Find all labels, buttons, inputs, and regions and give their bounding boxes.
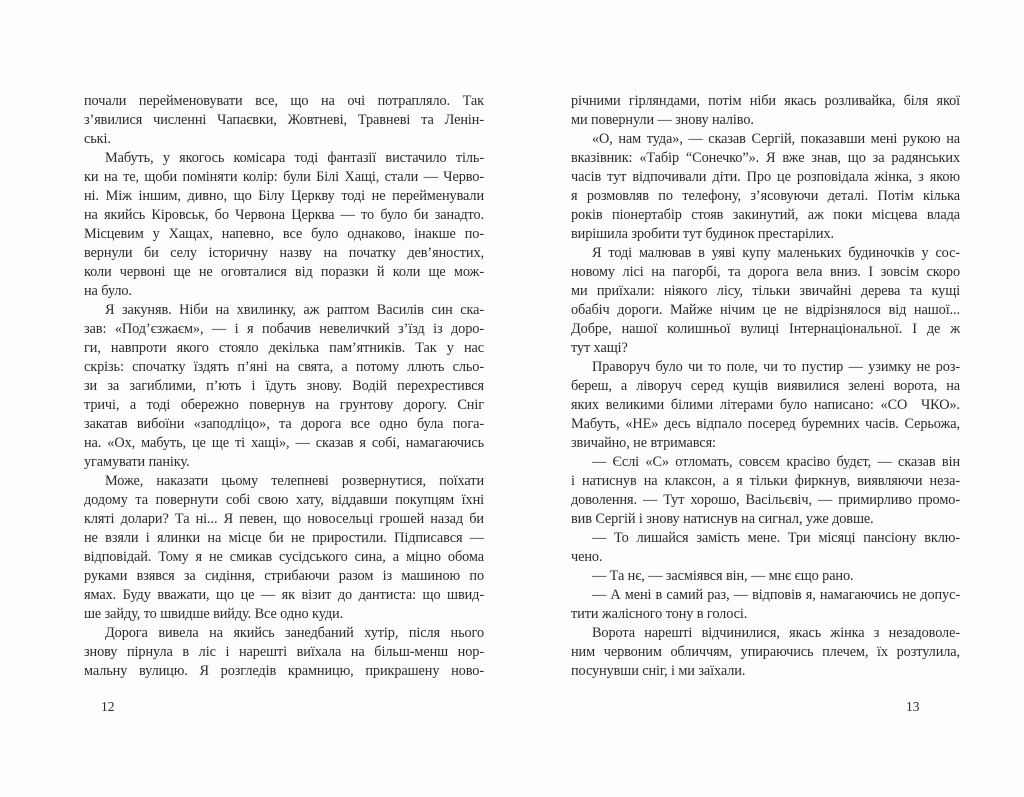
text-line: Праворуч було чи то поле, чи то пустир — узимку не роз- [592, 359, 960, 375]
text-line: ше зайду, то швидше вийду. Все одно куди. [84, 606, 344, 622]
text-line: ямах. Буду вважати, що це — як візит до дантиста: що швид- [84, 587, 484, 603]
text-line: тут хащі? [571, 340, 628, 356]
text-line: ні. Між іншим, дивно, що Білу Церкву тоді не перейменували [84, 188, 484, 204]
text-line: почали перейменовувати все, що на очі потрапляло. Так [84, 93, 484, 109]
page-left-text-block [84, 92, 484, 681]
text-line: — То лишайся замість мене. Три місяці пансіону вклю- [592, 530, 960, 546]
text-line: ки на те, щоби поміняти колір: були Білі Хащі, стали — Черво- [84, 169, 484, 185]
text-line: на якийсь Кіровськ, бо Червона Церква — то було би занадто. [84, 207, 484, 223]
text-line: мальну вулицю. Я розгледів крамницю, прикрашену ново- [84, 663, 484, 679]
page-right-text-block [571, 92, 960, 681]
text-line: ги, навпроти якого стояло декілька пам’ятників. Так у нас [84, 340, 484, 356]
text-line: «О, нам туда», — сказав Сергій, показавши мені рукою на [592, 131, 960, 147]
text-line: не взяли і ялинки на місце би не приростили. Підписався — [84, 530, 484, 546]
text-line: закатав вибоїни «заподліцо», та дорога все одно була пога- [84, 416, 484, 432]
text-line: кляті долари? Та ні... Я певен, що новосельці грошей назад би [84, 511, 484, 527]
text-line: тричі, а тоді обережно повернув на грунтову дорогу. Сніг [84, 397, 484, 413]
text-line: ми повернули — знову наліво. [571, 112, 754, 128]
text-line: вказівник: «Табір “Сонечко”». Я вже знав, що за радянських [571, 150, 960, 166]
text-line: ські. [84, 131, 111, 147]
text-line: Ворота нарешті відчинилися, якась жінка з незадоволе- [592, 625, 960, 641]
text-line: ним червоним обличчям, упираючись плечем, їх розтулила, [571, 644, 960, 660]
text-line: часів тут відпочивали діти. Про це розповідала жінка, з якою [571, 169, 960, 185]
text-line: вирішила зробити тут будинок престарілих. [571, 226, 834, 242]
text-line: Може, наказати цьому телепневі розвернутися, поїхати [105, 473, 484, 489]
text-line: угамувати паніку. [84, 454, 190, 470]
text-line: береш, а ліворуч серед кущів виявилися зелені ворота, на [571, 378, 960, 394]
text-line: — Та нє, — засміявся він, — мнє єщо рано. [592, 568, 854, 584]
text-line: я розмовляв по телефону, з’ясовуючи деталі. Потім кілька [571, 188, 960, 204]
page-number-left: 12 [101, 699, 115, 714]
text-line: посунувши сніг, і ми заїхали. [571, 663, 746, 679]
text-line: — Єслі «С» отломать, совсєм красіво будєт, — сказав він [592, 454, 960, 470]
text-line: на було. [84, 283, 132, 299]
text-line: вив Сергій і знову натиснув на сигнал, уже довше. [571, 511, 874, 527]
text-line: з’явилися численні Чапаєвки, Жовтневі, Травневі та Ленін- [84, 112, 484, 128]
text-line: Мабуть, у якогось комісара тоді фантазії вистачило тіль- [105, 150, 484, 166]
text-line: коли червоні ще не оговталися від поразки й коли ще мож- [84, 264, 484, 280]
text-line: звичайно, не втримався: [571, 435, 716, 451]
text-line: Дорога вивела на якийсь занедбаний хутір, після нього [105, 625, 484, 641]
text-line: Я тоді малював в уяві купу маленьких будиночків у сос- [592, 245, 960, 261]
text-line: на. «Ох, мабуть, це ще ті хащі», — сказав я собі, намагаючись [84, 435, 484, 451]
text-line: Добре, нашої колишньої вулиці Інтернаціональної. І де ж [571, 321, 960, 337]
text-line: Мабуть, «НЕ» десь відпало посеред буремних часів. Серьожа, [571, 416, 960, 432]
text-line: скрізь: спочатку їздять п’яні на свята, а потому ллють сльо- [84, 359, 484, 375]
text-line: чено. [571, 549, 603, 565]
text-line: річними гірляндами, потім ніби якась розливайка, біля якої [571, 93, 960, 109]
text-line: Місцевим у Хащах, напевно, все було однаково, інакше по- [84, 226, 484, 242]
text-line: відповідай. Тому я не смикав сусідського сина, а міцно обома [84, 549, 484, 565]
text-line: доволення. — Тут хорошо, Васільєвіч, — примирливо промо- [571, 492, 960, 508]
text-line: додому та повернути собі свою хату, віддавши покупцям їхні [84, 492, 484, 508]
text-line: ми приїхали: ніякого лісу, тільки звичайні дерева та кущі [571, 283, 960, 299]
text-line: і натиснув на клаксон, а я тільки фиркнув, виявляючи неза- [571, 473, 960, 489]
text-line: руками взявся за сидіння, стрибаючи разом із машиною по [84, 568, 484, 584]
text-line: років піонертабір стояв закинутий, аж поки місцева влада [571, 207, 960, 223]
text-line: Я закуняв. Ніби на хвилинку, аж раптом Василів син ска- [105, 302, 484, 318]
text-line: знову пірнула в ліс і нарешті виїхала на більш-менш нор- [84, 644, 484, 660]
text-line: вернули би селу історичну назву на початку дев’яностих, [84, 245, 484, 261]
text-line: зи за загиблими, п’ють і їдуть знову. Водій перехрестився [84, 378, 484, 394]
text-line: тити жалісного тону в голосі. [571, 606, 748, 622]
text-line: обабіч дороги. Майже нічим це не відрізнялося від нашої... [571, 302, 960, 318]
text-line: — А мені в самий раз, — відповів я, намагаючись не допус- [592, 587, 960, 603]
text-line: яких великими білими літерами було написано: «СО ЧКО». [571, 397, 960, 413]
text-line: зав: «Под’єзжаєм», — і я побачив невеличкий з’їзд із доро- [84, 321, 484, 337]
page-number-right: 13 [906, 699, 920, 714]
text-line: новому лісі на пагорбі, та дорога вела вниз. І зовсім скоро [571, 264, 960, 280]
